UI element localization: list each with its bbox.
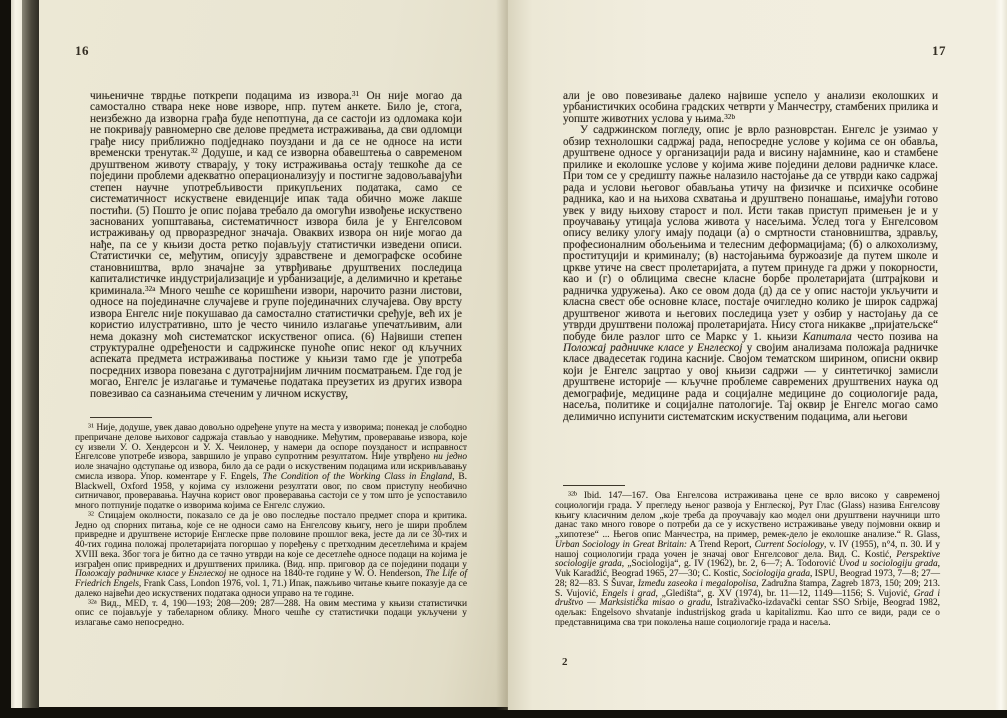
page-edge-shadow-left bbox=[22, 0, 39, 708]
footnote-separator-right bbox=[563, 485, 625, 486]
page-number-left: 16 bbox=[75, 43, 89, 58]
footnote-separator-left bbox=[90, 417, 152, 418]
body-paragraph: чињеничне тврдње поткрепи подацима из извора.$^{31}$ Он није могао да самостално ствара неке нове изворе, нпр. путем анкете. Било је, стога, неизбежно да изворна грађа буде непотпуна, да се састоји из одломака који не покривају равномерно све делове предмета истраживања, да сви одломци грађе нису приближно подједнако поуздани и да се не односе на исти временски тренутак.$^{32}$ Додуше, и кад се изворна обавештења о савременом друштвеном животу стварају, у току истраживања остају тешкоће да се поједини проблеми адекватно операционализују и постигне задовољавајући степен научне употребљивости прикупљених података, само се систематичност искуствене евиденције ипак тада обично може лакше постићи. (5) Пошто је опис појава требало да омогући извођење искуствено заснованих уопштавања, систематичност извора била је у Енгелсовом истраживању од прворазредног значаја. Оваквих извора он није могао да нађе, па се у књизи доста ретко појављују статистички изведени описи. Статистички се, међутим, описују здравствене и демографске особине становништва, врло значајне за утврђивање друштвених последица капиталистичке индустријализације и урбанизације, а делимично и кретање криминала.$^{32a}$ Много чешће се коришћени извори, нарочито разни листови, односе на појединачне случајеве и групе појединачних случајева. Ову врсту извора Енгелс није покушавао да самостално статистички сређује, већ их је користио илустративно, што је често чинило излагање упечатљивим, али нема доказну моћ систематског искуственог описа. (6) Највиши степен структуралне одређености и садржинске пуноће опис неког од кључних аспеката предмета истраживања постиже у књизи тамо где је употреба посредних извора повезана с дуготрајнијим личним посматрањем. Где год је могао, Енгелс је излагање и тумачење података преузетих из других извора повезивао са сазнањима стеченим у личном искуству, bbox=[90, 89, 462, 400]
left-page-footnotes bbox=[75, 424, 467, 629]
footnote-32: $^{32}$ Стицајем околности, показало се да је ово последње постало предмет спора и критика. Једно од спорних питања, које се не односи само на Енгелсову књигу, него је шири проблем привредне и друштвене историје Енглеске прве половине прошлог века, јесте да ли се 30-тих и 40-тих година положај пролетаријата погоршао у поређењу с претходним десетлећима и крајем XVIII века. Због тога је битно да се тачно утврди на које се десетлеће односе подаци на којима је изграђен опис привредних и друштвених прилика. (Вид. нпр. приговор да се поједини подаци у Положају радничке класе у Енглеској не односе на 1840-те године у W. O. Henderson, The Life of Friedrich Engels, Frank Cass, London 1976, vol. 1, 71.) Ипак, пажљиво читање књиге показује да се далеко највећи део искуствених података односи управо на те године. bbox=[75, 510, 467, 599]
footnote-32b: $^{32b}$ Ibid. 147—167. Ова Енгелсова истраживања цене се врло високо у савременој социологији града. У прегледу њеног развоја у Енглеској, Рут Глас (Glass) назива Енгелсову књигу класичним делом „које треба да проучавају као модел они друштвени научници што данас тако много говоре о потреби да се у искуствено истраживање уведу појмовни оквир и „хипотезе“ ... Његов опис Манчестра, на пример, ремек-дело је еколошке анализе.“ R. Glass, Urban Sociology in Great Britain: A Trend Report, Current Sociology, v. IV (1955), n°4, п. 30. И у нашој социологији града уочен је значај овог Енгелсовог дела. Вид. C. Kostić, Perspektive sociologije grada, „Sociologija“, g. IV (1962), br. 2, 6—7; A. Todorović Uvod u sociologiju grada, Vuk Karadžić, Beograd 1965, 27—30; C. Kostic, Sociologija grada, ISPU, Beograd 1973, 7—8; 27—28; 82—83. S Šuvar, Između zaseoka i megalopolisa, Zadružna štampa, Zagreb 1873, 150; 209; 213. S. Vujović, Engels i grad, „Gledišta“, g. XV (1974), br. 11—12, 1149—1156; S. Vujović, Grad i društvo — Marksistička misao o gradu, Istraživačko-izdavački centar SSO Srbije, Beograd 1982, одељак: Engelsovo shvatanje industrijskog grada u kapitalizmu. Као што се види, ради се о представницима сва три поколења наше социологије града и насеља. bbox=[555, 491, 941, 628]
body-paragraph: У садржинском погледу, опис је врло разноврстан. Енгелс је узимао у обзир технолошки садржај рада, непосредне услове у којима се он обавља, друштвене односе у организацији рада и висину најамнине, као и стамбене прилике и еколошке услове у којима живе поједини делови радничке класе. При том се у средишту пажње налазило настојање да се утврди како садржај рада и услови његовог обављања утичу на физичке и психичке особине радника, као и на њихова схватања и друштвено понашање, имајући готово увек у виду њихову старост и пол. Исти такав приступ примењен је и у проучавању утицаја услова живота у насељима. Услед тога у Енгелсовом опису велику улогу имају подаци (а) о смртности становништва, здрављу, професионалним обољењима и телесним деформацијама; (б) о алкохолизму, проституцији и криминалу; (в) настојањима буржоазије да путем школе и цркве утиче на свест пролетаријата, а путем принуде га држи у покорности, као и (г) о облицима свесне класне борбе пролетаријата (штрајкови и радничка удружења). Ако се овом дода (д) да се у опис настоји укључити и класна свест обе основне класе, постаје очигледно колико је широк садржај друштвеног живота и његових последица узет у озбир у настојању да се утврди друштвени положај пролетаријата. Нису стога никакве „пријатељске“ побуде биле разлог што се Маркс у 1. књизи Капитала често позива на Положај радничке класе у Енглеској у својим анализама положаја радничке класе двадесетак година касније. Својом тематском ширином, описни оквир који је Енгелс зацртао у овој књизи садржи — у синтетичкој замисли друштвене историје — кључне проблеме савремених друштвених наука од демографије, медицине рада и социјалне медицине до социологије рада, насеља, политике и социјалне патологије. Тај оквир је Енгелс могао само делимично испунити систематским искуственим подацима, али његови bbox=[563, 124, 938, 423]
right-page bbox=[508, 0, 995, 710]
signature-mark: 2 bbox=[562, 656, 568, 668]
page-fore-edge-right bbox=[995, 0, 1007, 710]
footnote-32a: $^{32a}$ Вид., MED, т. 4, 190—193; 208—209; 287—288. На овим местима у књизи статистички опис се појављује у табеларном облику. Много чешће су статистички подаци укључени у излагање само непосредно. bbox=[75, 598, 467, 628]
page-fore-edge-left bbox=[11, 0, 22, 708]
left-page bbox=[39, 0, 508, 707]
page-number-right: 17 bbox=[932, 43, 946, 58]
footnote-31: $^{31}$ Није, додуше, увек давао довољно одређене упуте на места у изворима; понекад је слободно препричане делове њиховог садржаја стављао у наводнике. Међутим, проверавање извора, које су извели У. О. Хендерсон и У. Х. Чеилонер, у намери да оспоре поузданост и исправност Енгелсове употребе извора, завршило је управо супротним резултатом. Није утврђено ни једно иоле значајно одступање од извора, било да се ради о искуственим подацима или искривљавању смисла извора. Упор. коментаре у F. Engels, The Condition of the Working Class in England, B. Blackwell, Oxford 1958, у којима су изложени резултати овог, по свом приступу необично ситничавог, проверавања. Научна корист овог проверавања састоји се у том што је успоставило много потпуније податке о изворима којима се Енгелс служио. bbox=[75, 423, 468, 511]
body-paragraph: али је ово повезивање далеко највише успело у анализи еколошких и урбанистичких особина градских четврти у Манчестру, стамбених прилика и уопште животних услова у њима.$^{32b}$ bbox=[563, 90, 938, 125]
left-page-body bbox=[90, 91, 462, 400]
right-page-footnotes bbox=[555, 492, 940, 629]
right-page-body bbox=[563, 91, 938, 423]
